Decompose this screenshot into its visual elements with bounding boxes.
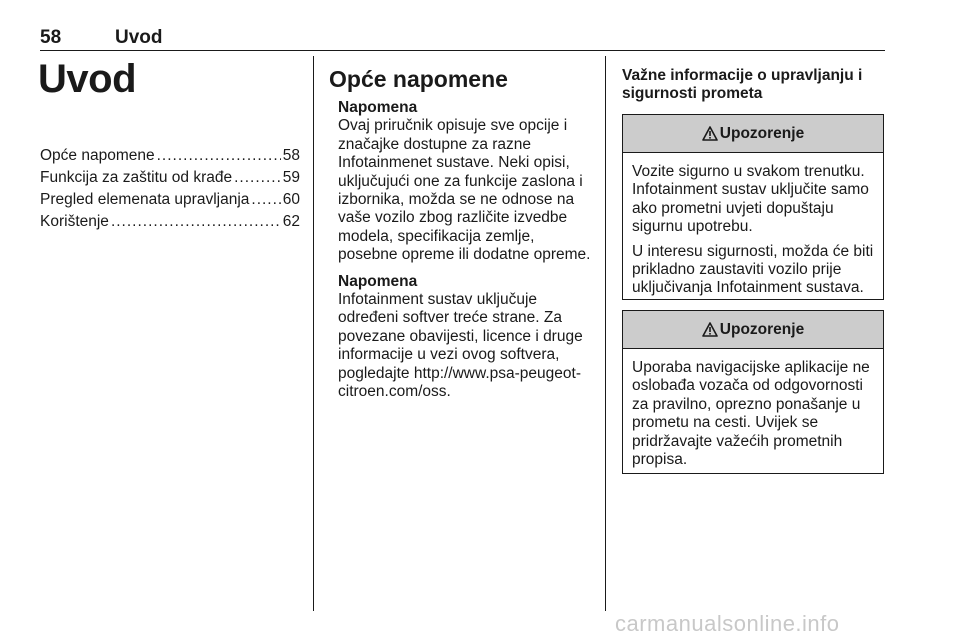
toc-entry-label: Korištenje (40, 213, 109, 230)
toc-leader-dots (111, 213, 281, 231)
toc-leader-dots (157, 147, 281, 165)
header-rule (40, 50, 885, 51)
toc-entry[interactable] (40, 147, 300, 169)
toc-leader-dots (234, 169, 281, 187)
section-heading: Opće napomene (329, 66, 508, 92)
toc-entry-page: 60 (282, 191, 300, 208)
running-title: Uvod (115, 27, 163, 48)
warning-box (622, 114, 884, 300)
toc-entry-label: Pregled elemenata upravljanja (40, 191, 250, 208)
note-block (338, 273, 595, 402)
warning-paragraph: Uporaba navigacijske aplikacije ne oslobađa vozača od odgovornosti za pravilno, oprezno ponašanje u prometu na cesti. Uvijek se pridržavajte važećih prometnih propisa. (632, 359, 870, 469)
toc-entry-page: 62 (282, 213, 300, 230)
toc-entry-page: 59 (282, 169, 300, 186)
warning-header (623, 115, 883, 153)
toc-entry[interactable] (40, 213, 300, 235)
warning-body (623, 153, 883, 306)
table-of-contents (40, 147, 300, 235)
warning-triangle-icon (702, 322, 718, 337)
toc-entry[interactable] (40, 191, 300, 213)
warning-title: Upozorenje (719, 124, 805, 142)
safety-heading: Važne informacije o upravljanju i sigurnosti prometa (622, 67, 863, 103)
warning-triangle-icon (702, 126, 718, 141)
page-number: 58 (40, 27, 62, 48)
toc-leader-dots (251, 191, 280, 209)
warning-header (623, 311, 883, 349)
toc-entry-label: Funkcija za zaštitu od krađe (40, 169, 233, 186)
chapter-title: Uvod (38, 57, 136, 101)
warning-paragraph: Vozite sigurno u svakom trenutku. Infotainment sustav uključite samo ako prometni uvjeti dopuštaju sigurnu upotrebu. (632, 163, 869, 236)
warning-title: Upozorenje (719, 320, 805, 338)
column-divider-1 (313, 56, 314, 611)
note-block (338, 99, 595, 265)
note-title: Napomena (338, 99, 418, 116)
note-text: Infotainment sustav uključuje određeni softver treće strane. Za povezane obavijesti, licence i druge informacije u vezi ovog softvera, pogledajte http://www.psa-peugeot-citroen.com/oss. (338, 291, 583, 401)
toc-entry-label: Opće napomene (40, 147, 155, 164)
safety-section (622, 67, 886, 104)
warning-body (623, 349, 883, 477)
toc-entry[interactable] (40, 169, 300, 191)
warning-paragraph: U interesu sigurnosti, možda će biti prikladno zaustaviti vozilo prije uključivanja Infotainment sustava. (632, 242, 874, 297)
toc-entry-page: 58 (282, 147, 300, 164)
note-title: Napomena (338, 272, 418, 290)
note-text: Ovaj priručnik opisuje sve opcije i značajke dostupne za razne Infotainmenet sustave. Neki opisi, uključujući one za funkcije zaslona i izbornika, možda se ne odnose na vaše vozilo zbog različite izvedbe modela, specifikacija zemlje, posebne opreme ili dodatne opreme. (338, 117, 591, 264)
column-divider-2 (605, 56, 606, 611)
general-notes-section (329, 66, 595, 410)
watermark: carmanualsonline.info (615, 611, 840, 636)
warning-box (622, 310, 884, 474)
